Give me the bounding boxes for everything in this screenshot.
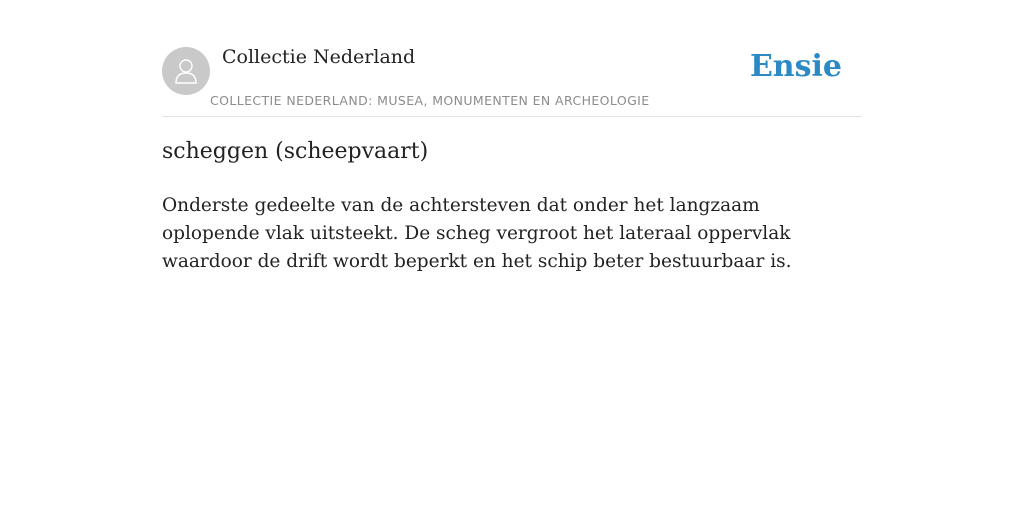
header <box>162 40 862 117</box>
author-name[interactable]: Collectie Nederland <box>222 46 416 68</box>
entry-description: Onderste gedeelte van de achtersteven dat onder het langzaam oplopende vlak uitsteekt. De scheg vergroot het lateraal oppervlak waardoor de drift wordt beperkt en het schip beter bestuurbaar is. <box>162 195 792 272</box>
page-title: scheggen (scheepvaart) <box>162 139 429 164</box>
ensie-logo[interactable]: Ensie <box>749 49 842 84</box>
author-subtitle: COLLECTIE NEDERLAND: MUSEA, MONUMENTEN EN ARCHEOLOGIE <box>210 93 650 108</box>
user-silhouette-icon <box>171 56 201 86</box>
avatar[interactable] <box>162 47 210 95</box>
